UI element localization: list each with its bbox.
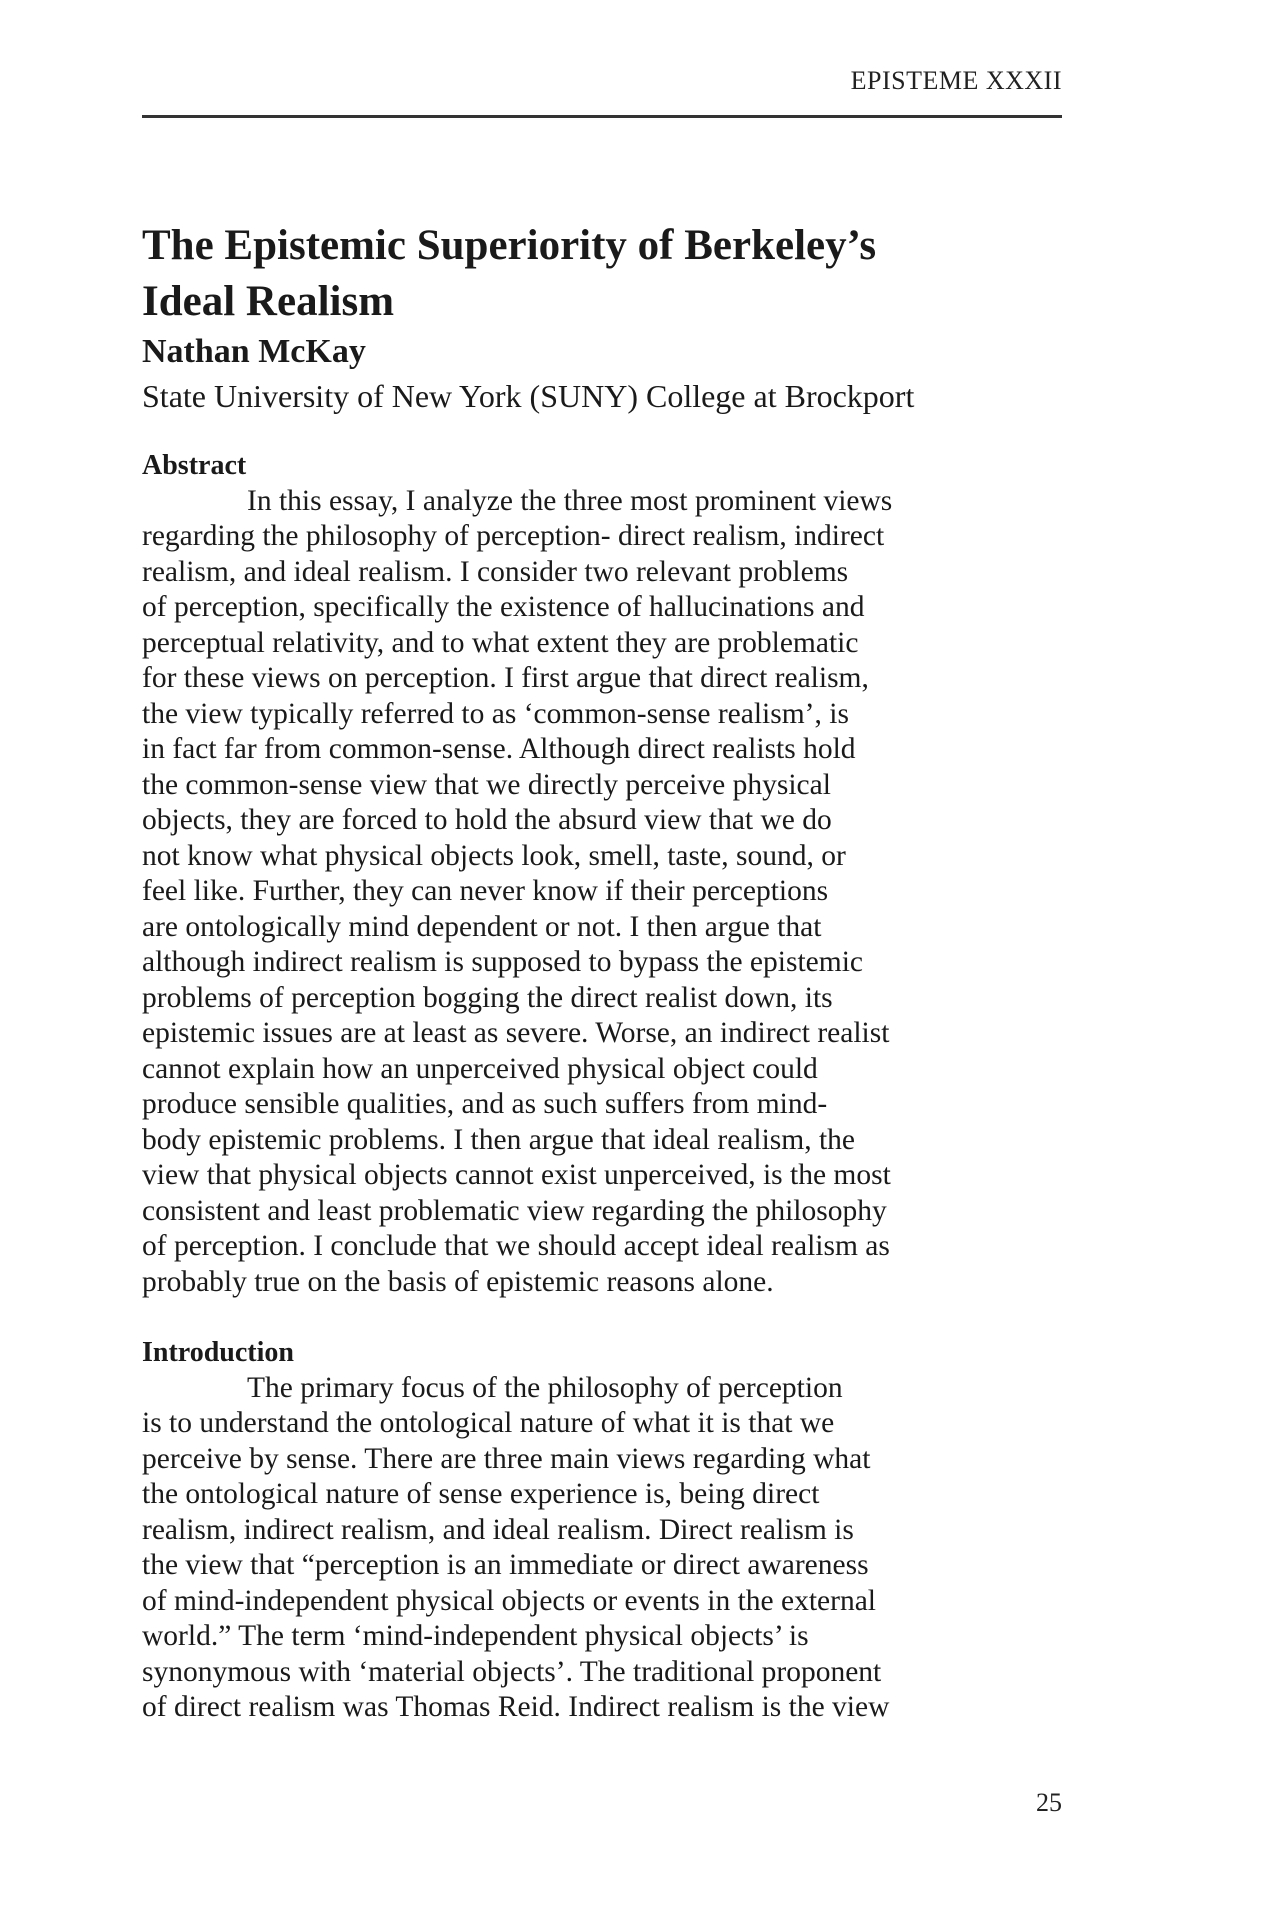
header-rule bbox=[142, 115, 1062, 118]
abstract-heading: Abstract bbox=[142, 450, 247, 481]
text-line: the view that “perception is an immediate or direct awareness bbox=[142, 1549, 869, 1581]
text-line: regarding the philosophy of perception- direct realism, indirect bbox=[142, 520, 885, 552]
text-line: consistent and least problematic view regarding the philosophy bbox=[142, 1194, 887, 1227]
text-line: for these views on perception. I first argue that direct realism, bbox=[142, 662, 869, 694]
text-line: view that physical objects cannot exist unperceived, is the most bbox=[142, 1159, 891, 1191]
text-line: in fact far from common-sense. Although direct realists hold bbox=[142, 733, 856, 765]
text-line: is to understand the ontological nature of what it is that we bbox=[142, 1407, 835, 1439]
text-line: The primary focus of the philosophy of perception bbox=[247, 1371, 843, 1404]
title-line: The Epistemic Superiority of Berkeley’s bbox=[142, 222, 877, 269]
text-line: of perception, specifically the existence of hallucinations and bbox=[142, 591, 865, 623]
text-line: feel like. Further, they can never know if their perceptions bbox=[142, 875, 829, 907]
text-line: although indirect realism is supposed to bypass the epistemic bbox=[142, 946, 863, 978]
author-affiliation: State University of New York (SUNY) College at Brockport bbox=[142, 378, 915, 414]
text-line: not know what physical objects look, smell, taste, sound, or bbox=[142, 839, 846, 872]
text-line: probably true on the basis of epistemic reasons alone. bbox=[142, 1265, 774, 1298]
text-line: perceptual relativity, and to what extent they are problematic bbox=[142, 626, 859, 659]
text-line: objects, they are forced to hold the absurd view that we do bbox=[142, 804, 832, 836]
text-line: In this essay, I analyze the three most prominent views bbox=[247, 484, 893, 517]
page-number: 25 bbox=[1036, 1788, 1062, 1817]
text-line: the view typically referred to as ‘common-sense realism’, is bbox=[142, 697, 849, 730]
text-line: of direct realism was Thomas Reid. Indirect realism is the view bbox=[142, 1691, 890, 1723]
introduction-heading: Introduction bbox=[142, 1337, 294, 1368]
running-head: EPISTEME XXXII bbox=[850, 66, 1062, 95]
text-line: realism, indirect realism, and ideal realism. Direct realism is bbox=[142, 1513, 854, 1546]
text-line: perceive by sense. There are three main views regarding what bbox=[142, 1442, 871, 1475]
text-line: world.” The term ‘mind-independent physical objects’ is bbox=[142, 1620, 809, 1652]
title-line: Ideal Realism bbox=[142, 278, 395, 325]
text-line: body epistemic problems. I then argue that ideal realism, the bbox=[142, 1123, 855, 1156]
introduction-body bbox=[142, 1371, 1062, 1726]
text-line: the common-sense view that we directly perceive physical bbox=[142, 768, 831, 801]
text-line: realism, and ideal realism. I consider two relevant problems bbox=[142, 555, 849, 588]
text-line: epistemic issues are at least as severe. Worse, an indirect realist bbox=[142, 1017, 890, 1049]
text-line: of mind-independent physical objects or events in the external bbox=[142, 1584, 876, 1617]
article bbox=[142, 218, 1062, 1726]
article-title bbox=[142, 218, 1062, 330]
text-line: of perception. I conclude that we should accept ideal realism as bbox=[142, 1230, 890, 1262]
text-line: synonymous with ‘material objects’. The traditional proponent bbox=[142, 1655, 882, 1688]
text-line: cannot explain how an unperceived physical object could bbox=[142, 1052, 818, 1085]
text-line: problems of perception bogging the direct realist down, its bbox=[142, 981, 833, 1014]
text-line: produce sensible qualities, and as such suffers from mind- bbox=[142, 1088, 828, 1120]
author-name: Nathan McKay bbox=[142, 333, 366, 370]
text-line: are ontologically mind dependent or not. I then argue that bbox=[142, 910, 822, 943]
abstract-body bbox=[142, 484, 1062, 1301]
text-line: the ontological nature of sense experience is, being direct bbox=[142, 1478, 820, 1510]
